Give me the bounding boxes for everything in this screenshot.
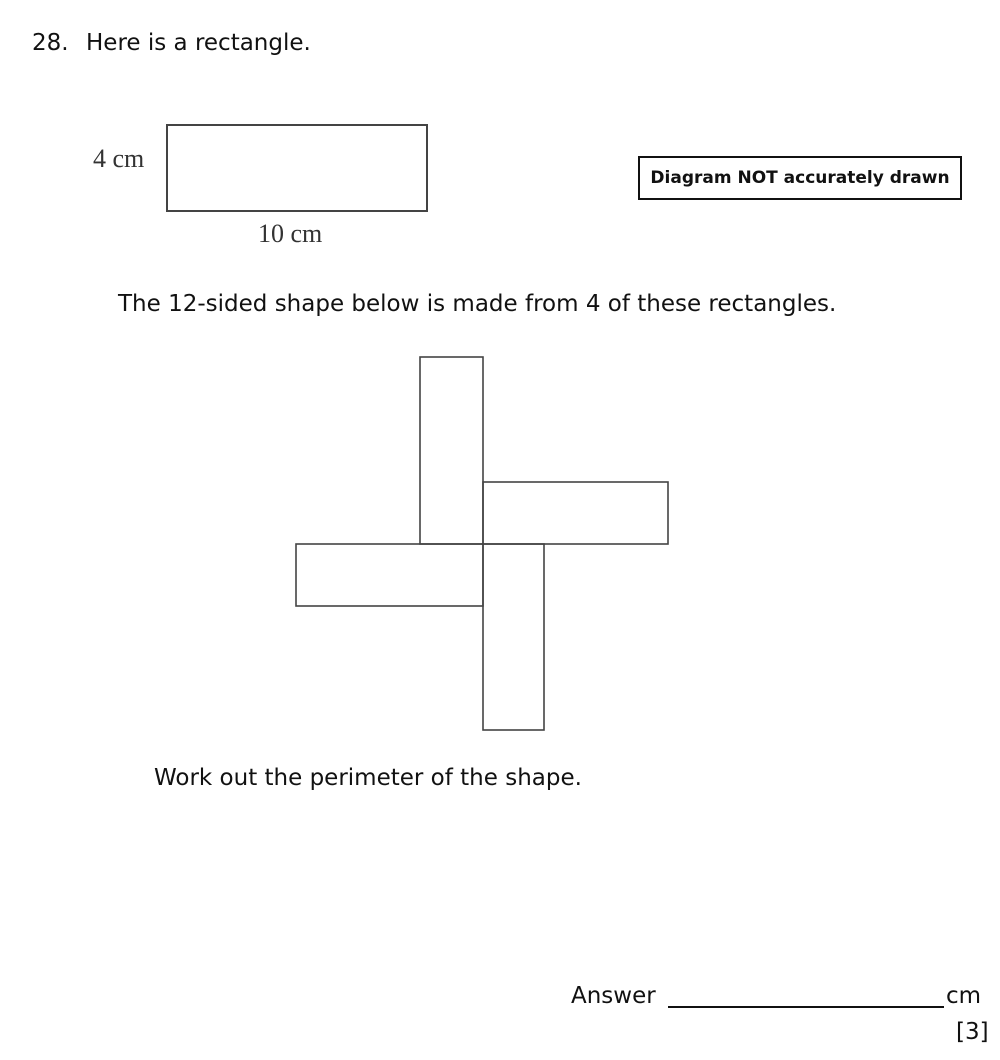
answer-input-line[interactable] [668,1006,944,1008]
rectangle-width-label: 10 cm [258,219,323,248]
answer-unit: cm [946,983,982,1009]
pinwheel-rect-right [483,482,668,544]
question-number: 28. [32,30,69,56]
diagram-note-text: Diagram NOT accurately drawn [650,168,950,188]
rectangle-height-label: 4 cm [93,144,145,173]
task-text: Work out the perimeter of the shape. [154,765,582,791]
question-intro: Here is a rectangle. [86,30,311,56]
answer-label: Answer [571,983,656,1009]
shape-description: The 12-sided shape below is made from 4 of these rectangles. [118,291,837,317]
pinwheel-rect-left [296,544,483,606]
pinwheel-rect-top [420,357,483,544]
marks-label: [3] [956,1019,989,1045]
pinwheel-rect-bottom [483,544,544,730]
